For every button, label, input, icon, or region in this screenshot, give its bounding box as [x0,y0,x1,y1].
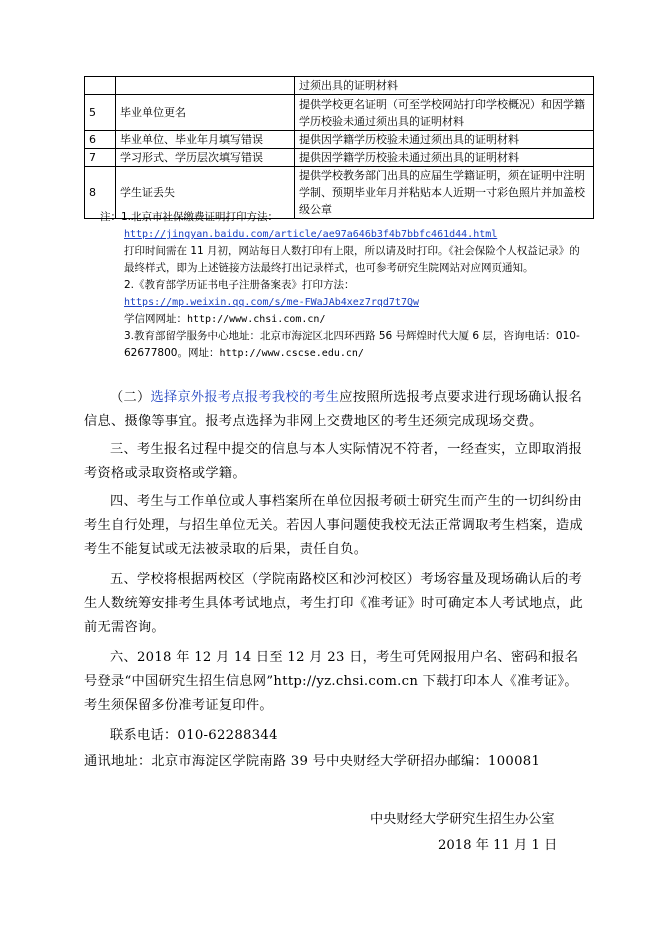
note-1-title: 注：1.北京市社保缴费证明打印方法： [100,211,279,223]
row-number: 5 [85,95,116,131]
row-number [85,77,116,95]
p2: 三、考生报名过程中提交的信息与本人实际情况不符者，一经查实，立即取消报考资格或录取资格或学籍。 [84,442,583,481]
row-item: 学生证丢失 [116,167,295,219]
body-paragraph-1 [84,386,584,434]
social-security-link[interactable]: http://jingyan.baidu.com/article/ae97a646b3f4b7bbfc461d44.html [124,229,498,240]
p3: 四、考生与工作单位或人事档案所在单位因报考硕士研究生而产生的一切纠纷由考生自行处理，与招生单位无关。若因人事问题使我校无法正常调取考生档案，造成考生不能复试或无法被录取的后果，责任自负。 [84,494,584,557]
table-row [85,131,594,149]
note-3-text: 3.教育部留学服务中心地址：北京市海淀区北四环西路 56 号辉煌时代大厦 6 层，咨询电话：010-62677800。网址： [124,330,580,359]
chsi-label: 学信网网址： [124,313,187,325]
weixin-link[interactable]: https://mp.weixin.qq.com/s/me-FWaJAb4xez7rqd7t7Qw [124,297,420,308]
note-1-text: 打印时间需在 11 月初，网站每日人数打印有上限，所以请及时打印。《社会保险个人权益记录》的最终样式，即为上述链接方法最终打出记录样式，也可参考研究生院网站对应网页通知。 [124,245,580,274]
p5: 六、2018 年 12 月 14 日至 12 月 23 日，考生可凭网报用户名、密码和报名号登录“中国研究生招生信息网”http://yz.chsi.com.cn 下载打印本人《准考证》。考生须保留多份准考证复印件。 [84,650,579,713]
p1-highlight: 选择京外报考点报考我校的考生 [150,390,340,405]
p1-prefix: （二） [110,390,151,405]
notes-section [100,209,580,362]
row-item: 学习形式、学历层次填写错误 [116,149,295,167]
row-item [116,77,295,95]
row-description: 过须出具的证明材料 [295,77,594,95]
row-number: 6 [85,131,116,149]
signature-date: 2018 年 11 月 1 日 [438,838,558,853]
row-item: 毕业单位更名 [116,95,295,131]
row-description: 提供学校教务部门出具的应届生学籍证明，须在证明中注明学制、预期毕业年月并粘贴本人近期一寸彩色照片并加盖校级公章 [295,167,594,219]
row-number: 7 [85,149,116,167]
body-paragraph-3 [84,490,584,562]
table-row [85,149,594,167]
chsi-url: http://www.chsi.com.cn/ [187,314,326,325]
requirements-table [84,76,594,219]
row-description: 提供因学籍学历校验未通过须出具的证明材料 [295,149,594,167]
row-description: 提供学校更名证明（可至学校网站打印学校概况）和因学籍学历校验未通过须出具的证明材料 [295,95,594,131]
p1-rest: 应按照所选报考点要求进行现场确认报名信息、摄像等事宜。报考点选择为非网上交费地区的考生还须完成现场交费。 [84,390,583,429]
body-paragraph-5 [84,646,584,718]
row-description: 提供因学籍学历校验未通过须出具的证明材料 [295,131,594,149]
row-item: 毕业单位、毕业年月填写错误 [116,131,295,149]
contact-address: 通讯地址：北京市海淀区学院南路 39 号中央财经大学研招办邮编：100081 [84,754,541,769]
row-number: 8 [85,167,116,219]
body-paragraph-4 [84,568,584,640]
cscse-url: http://www.cscse.edu.cn/ [219,348,364,359]
p4: 五、学校将根据两校区（学院南路校区和沙河校区）考场容量及现场确认后的考生人数统筹安排考生具体考试地点，考生打印《准考证》时可确定本人考试地点，此前无需咨询。 [84,572,584,635]
signature-org: 中央财经大学研究生招生办公室 [370,812,555,827]
body-paragraph-2 [84,438,584,486]
note-2-title: 2.《教育部学历证书电子注册备案表》打印方法： [124,279,355,291]
table-row [85,95,594,131]
contact-phone: 联系电话：010-62288344 [110,728,278,743]
table-row [85,77,594,95]
